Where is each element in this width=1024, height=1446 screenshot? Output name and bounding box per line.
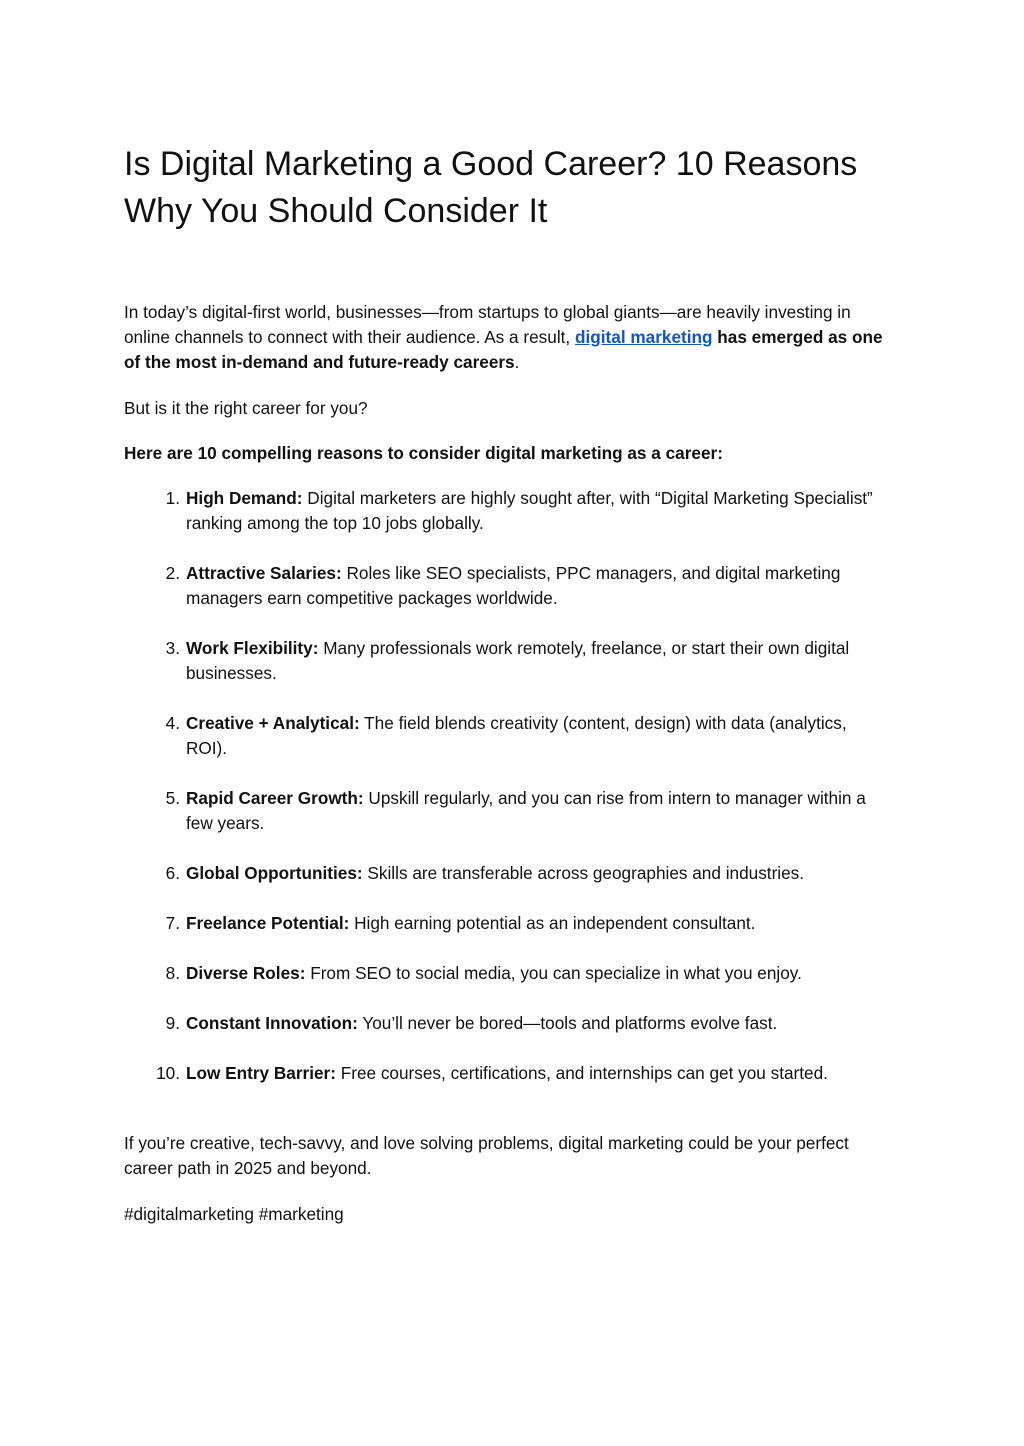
intro-text: In today’s digital-first world, businesses—from startups to global giants—are heavily investing in online channels to connect with their audience. As a result,	[124, 302, 851, 347]
page-title: Is Digital Marketing a Good Career? 10 Reasons Why You Should Consider It	[124, 145, 858, 230]
list-number: 8.	[165, 963, 180, 983]
list-item-text: Skills are transferable across geographies and industries.	[362, 863, 805, 883]
list-number: 6.	[165, 863, 180, 883]
intro-bold-text: has emerged as one of the most in-demand and future-ready careers	[124, 327, 883, 372]
list-item-text: Many professionals work remotely, freelance, or start their own digital businesses.	[186, 638, 850, 683]
list-item-body	[186, 1011, 906, 1036]
list-item	[124, 1061, 914, 1086]
list-number: 3.	[165, 638, 180, 658]
list-item-heading: Creative + Analytical:	[186, 713, 360, 733]
list-item-body	[186, 961, 906, 986]
list-item-body	[186, 711, 886, 761]
list-item-text: The field blends creativity (content, design) with data (analytics, ROI).	[186, 713, 847, 758]
list-number: 5.	[165, 788, 180, 808]
list-item-text: Roles like SEO specialists, PPC managers, and digital marketing managers earn competitive packages worldwide.	[186, 563, 841, 608]
list-number: 7.	[165, 913, 180, 933]
list-number: 10.	[156, 1063, 180, 1083]
list-item-text: Upskill regularly, and you can rise from intern to manager within a few years.	[186, 788, 866, 833]
list-item-body	[186, 1061, 906, 1086]
list-item	[124, 711, 914, 761]
list-item-heading: Constant Innovation:	[186, 1013, 358, 1033]
list-item-text: You’ll never be bored—tools and platforms evolve fast.	[357, 1013, 778, 1033]
list-number: 2.	[165, 563, 180, 583]
hashtags: #digitalmarketing #marketing	[124, 1204, 344, 1224]
list-item-heading: Work Flexibility:	[186, 638, 319, 658]
list-item-heading: Diverse Roles:	[186, 963, 306, 983]
digital-marketing-link[interactable]: digital marketing	[574, 327, 713, 347]
list-item-heading: High Demand:	[186, 488, 303, 508]
list-item-text: Digital marketers are highly sought after, with “Digital Marketing Specialist” ranking among the top 10 jobs globally.	[186, 488, 873, 533]
list-item	[124, 786, 914, 836]
question-paragraph: But is it the right career for you?	[124, 398, 368, 418]
list-item-heading: Freelance Potential:	[186, 913, 350, 933]
closing-paragraph: If you’re creative, tech-savvy, and love solving problems, digital marketing could be your perfect career path in 2025 and beyond.	[124, 1133, 849, 1178]
list-item-text: From SEO to social media, you can specialize in what you enjoy.	[305, 963, 802, 983]
list-item-body	[186, 911, 906, 936]
list-number: 1.	[165, 488, 180, 508]
lead-paragraph: Here are 10 compelling reasons to consider digital marketing as a career:	[124, 443, 723, 463]
list-item	[124, 561, 914, 611]
list-item-heading: Rapid Career Growth:	[186, 788, 364, 808]
list-item-body	[186, 786, 886, 836]
list-item-heading: Attractive Salaries:	[186, 563, 342, 583]
list-item-heading: Global Opportunities:	[186, 863, 363, 883]
list-number: 9.	[165, 1013, 180, 1033]
list-item	[124, 861, 914, 886]
intro-paragraph	[124, 300, 894, 375]
list-item-heading: Low Entry Barrier:	[186, 1063, 336, 1083]
intro-end: .	[514, 352, 520, 372]
list-item-body	[186, 561, 886, 611]
list-item-body	[186, 636, 886, 686]
list-number: 4.	[165, 713, 180, 733]
list-item-text: High earning potential as an independent consultant.	[349, 913, 756, 933]
list-item-body	[186, 861, 906, 886]
list-item	[124, 486, 914, 536]
list-item-body	[186, 486, 886, 536]
list-item	[124, 1011, 914, 1036]
list-item	[124, 961, 914, 986]
list-item	[124, 911, 914, 936]
list-item-text: Free courses, certifications, and internships can get you started.	[335, 1063, 828, 1083]
list-item	[124, 636, 914, 686]
